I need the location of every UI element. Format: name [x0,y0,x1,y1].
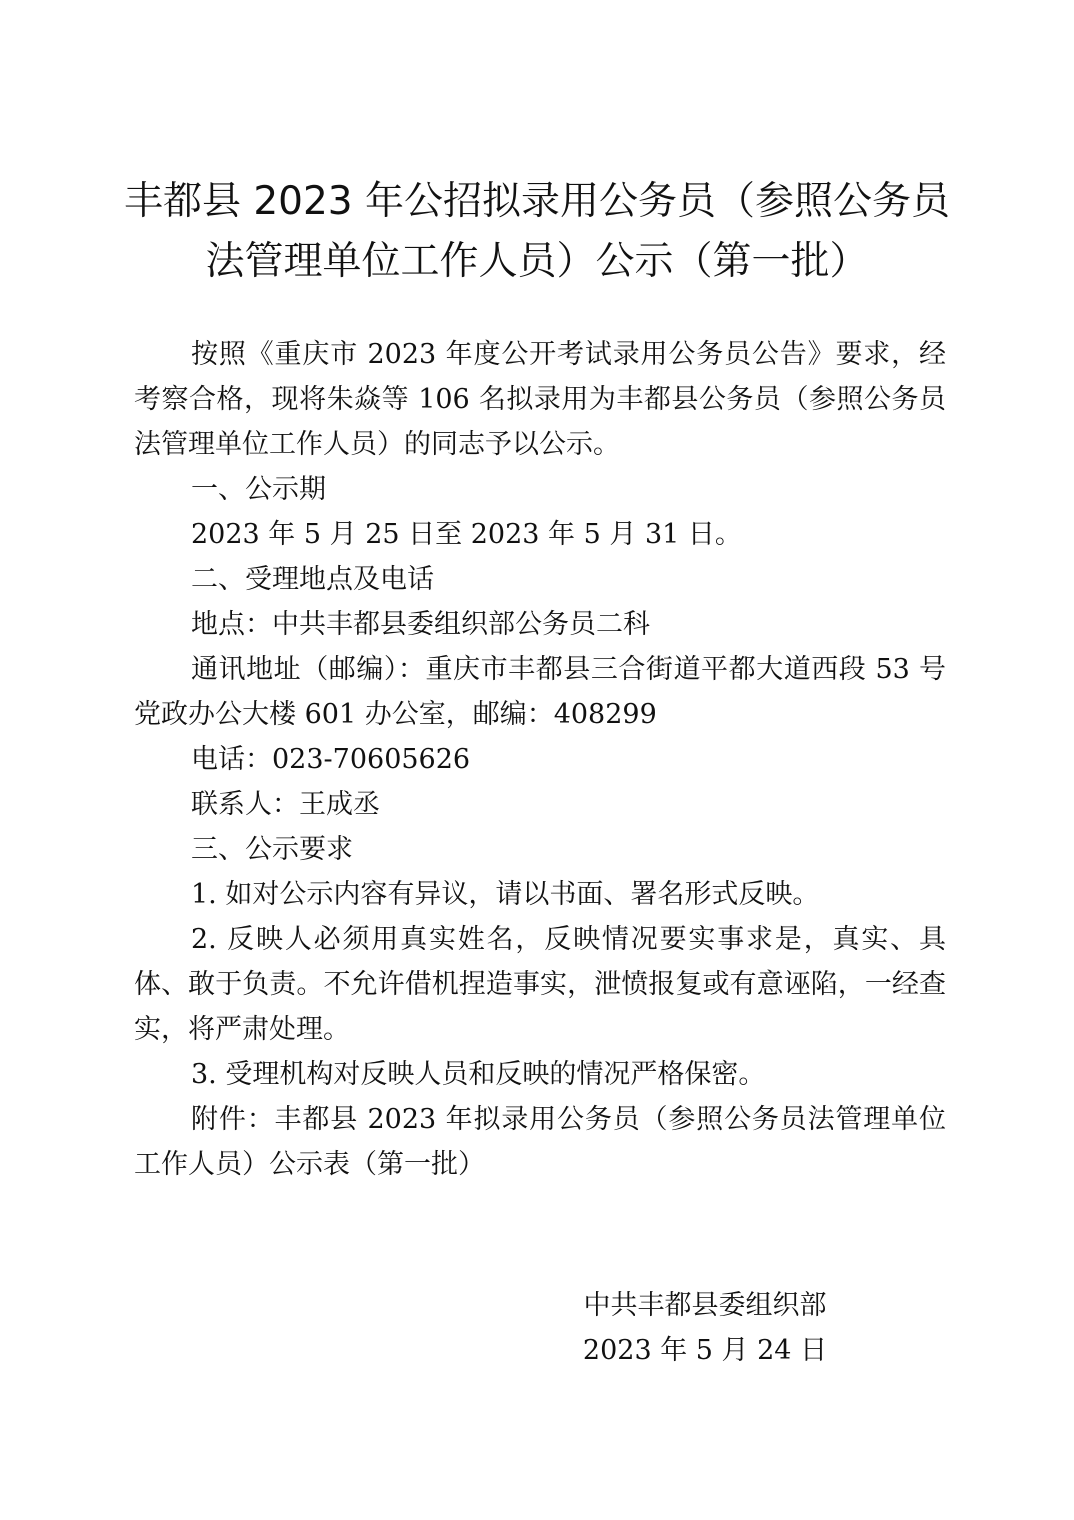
document-body [134,332,946,1187]
attachment-note: 附件：丰都县 2023 年拟录用公务员（参照公务员法管理单位工作人员）公示表（第一批） [134,1104,946,1180]
contact-address: 通讯地址（邮编）：重庆市丰都县三合街道平都大道西段 53 号党政办公大楼 601 办公室，邮编：408299 [134,654,946,730]
requirement-1: 1. 如对公示内容有异议，请以书面、署名形式反映。 [191,879,820,910]
title-line-2: 法管理单位工作人员）公示（第一批） [205,239,869,284]
document-title [120,172,954,292]
intro-paragraph: 按照《重庆市 2023 年度公开考试录用公务员公告》要求，经考察合格，现将朱焱等 106 名拟录用为丰都县公务员（参照公务员法管理单位工作人员）的同志予以公示。 [134,339,946,460]
period-dates: 2023 年 5 月 25 日至 2023 年 5 月 31 日。 [191,519,742,550]
signature-block [560,1283,850,1373]
requirement-2: 2. 反映人必须用真实姓名，反映情况要实事求是，真实、具体、敢于负责。不允许借机捏造事实，泄愤报复或有意诬陷，一经查实，将严肃处理。 [134,924,946,1045]
section-heading-requirements: 三、公示要求 [191,834,353,865]
requirement-3: 3. 受理机构对反映人员和反映的情况严格保密。 [191,1059,766,1090]
signature-organization: 中共丰都县委组织部 [583,1290,827,1321]
title-line-1: 丰都县 2023 年公招拟录用公务员（参照公务员 [123,179,951,224]
contact-location: 地点：中共丰都县委组织部公务员二科 [191,609,650,640]
contact-person: 联系人：王成丞 [191,789,380,820]
section-heading-contact: 二、受理地点及电话 [191,564,434,595]
section-heading-period: 一、公示期 [191,474,326,505]
signature-date: 2023 年 5 月 24 日 [582,1335,828,1366]
contact-phone: 电话：023-70605626 [191,744,471,775]
